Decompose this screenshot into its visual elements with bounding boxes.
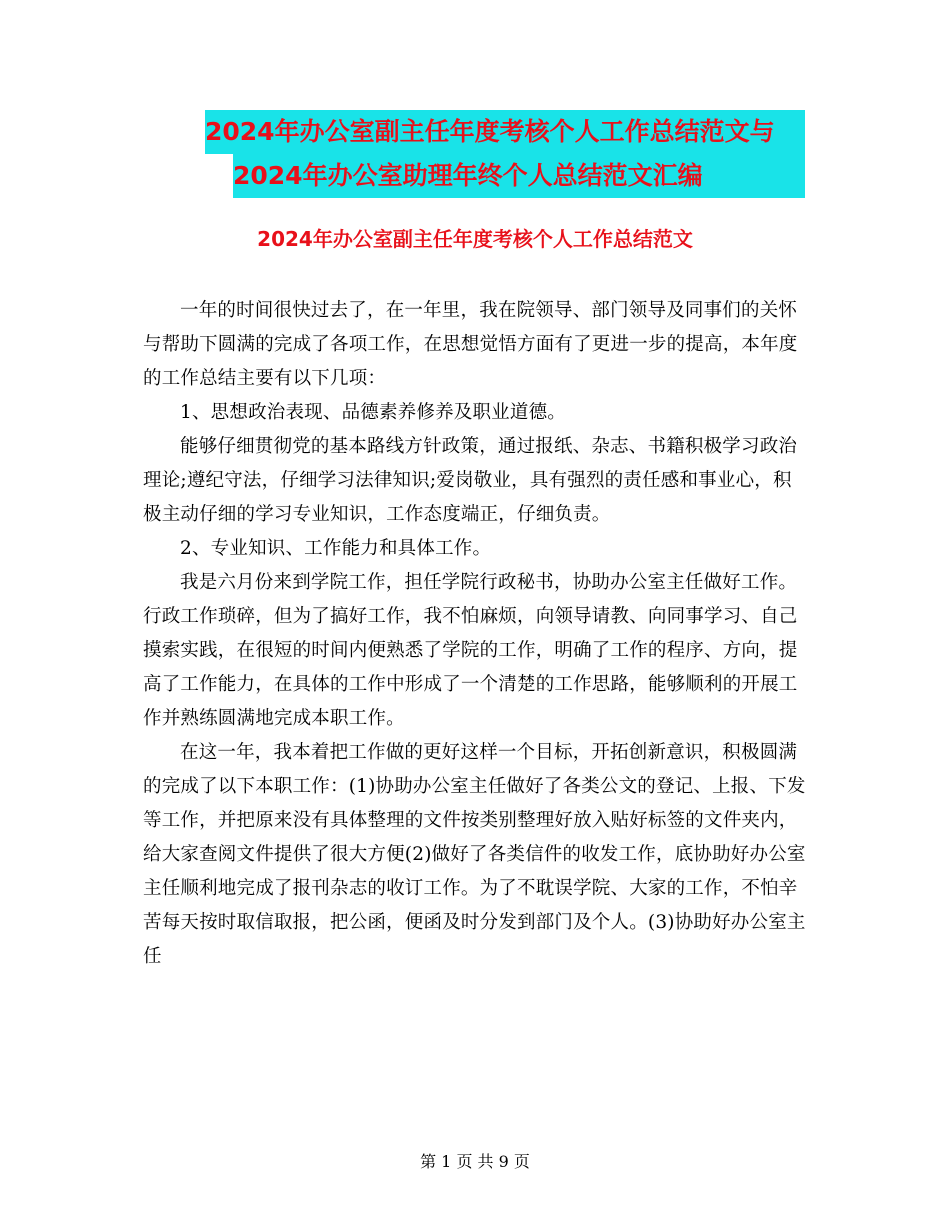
main-title-line-2 [233,154,805,198]
paragraph-intro: 一年的时间很快过去了，在一年里，我在院领导、部门领导及同事们的关怀与帮助下圆满的完成了各项工作，在思想觉悟方面有了更进一步的提高，本年度的工作总结主要有以下几项： [143,300,798,389]
main-title-line-2-text: 2024年办公室助理年终个人总结范文汇编 [233,161,703,190]
main-title-line-1 [205,110,805,154]
page-footer: 第 1 页 共 9 页 [420,1152,530,1171]
main-title [205,110,805,198]
body-text [143,294,807,974]
paragraph-work: 我是六月份来到学院工作，担任学院行政秘书，协助办公室主任做好工作。行政工作琐碎，但为了搞好工作，我不怕麻烦，向领导请教、向同事学习、自己摸索实践，在很短的时间内便熟悉了学院的工作，明确了工作的程序、方向，提高了工作能力，在具体的工作中形成了一个清楚的工作思路，能够顺利的开展工作并熟练圆满地完成本职工作。 [143,572,798,729]
section-title: 2024年办公室副主任年度考核个人工作总结范文 [257,227,693,251]
paragraph-duties: 在这一年，我本着把工作做的更好这样一个目标，开拓创新意识，积极圆满的完成了以下本职工作：(1)协助办公室主任做好了各类公文的登记、上报、下发等工作，并把原来没有具体整理的文件按类别整理好放入贴好标签的文件夹内，给大家查阅文件提供了很大方便(2)做好了各类信件的收发工作，底协助好办公室主任顺利地完成了报刊杂志的收订工作。为了不耽误学院、大家的工作，不怕辛苦每天按时取信取报，把公函，便函及时分发到部门及个人。(3)协助好办公室主任 [143,742,806,967]
paragraph-heading-2: 2、专业知识、工作能力和具体工作。 [180,538,492,559]
main-title-line-1-text: 2024年办公室副主任年度考核个人工作总结范文与 [205,117,775,146]
paragraph-politics: 能够仔细贯彻党的基本路线方针政策，通过报纸、杂志、书籍积极学习政治理论;遵纪守法，仔细学习法律知识;爱岗敬业，具有强烈的责任感和事业心，积极主动仔细的学习专业知识，工作态度端正，仔细负责。 [143,436,798,525]
paragraph-heading-1: 1、思想政治表现、品德素养修养及职业道德。 [180,402,566,423]
